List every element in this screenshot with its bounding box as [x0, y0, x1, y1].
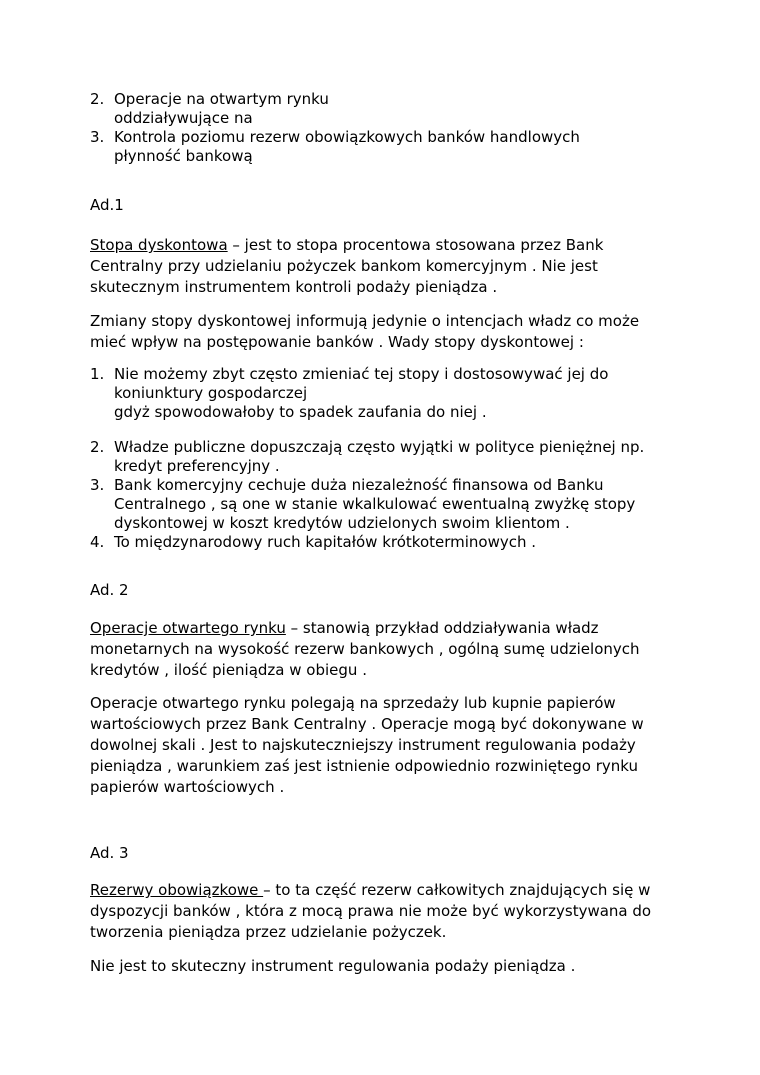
list-text: Nie możemy zbyt często zmieniać tej stopy i dostosowywać jej do	[114, 365, 609, 383]
list-text: oddziaływujące na	[114, 109, 253, 127]
list-number: 2.	[90, 90, 105, 108]
definition-text: – stanowią przykład oddziaływania władz	[285, 619, 599, 637]
list-text: Operacje na otwartym rynku	[114, 90, 329, 108]
paragraph-line: tworzenia pieniądza przez udzielanie pożyczek.	[90, 923, 447, 941]
defined-term: Stopa dyskontowa	[90, 236, 228, 254]
paragraph-line: pieniądza , warunkiem zaś jest istnienie odpowiednio rozwiniętego rynku	[90, 757, 639, 775]
paragraph-line: monetarnych na wysokość rezerw bankowych , ogólną sumę udzielonych	[90, 640, 640, 658]
list-number: 3.	[90, 128, 105, 146]
defined-term: Operacje otwartego rynku	[90, 619, 286, 637]
list-text: płynność bankową	[114, 147, 253, 165]
paragraph	[90, 311, 700, 353]
section-heading-ad1: Ad.1	[90, 196, 124, 214]
list-text: kredyt preferencyjny .	[114, 457, 280, 475]
definition-text: – to ta część rezerw całkowitych znajdujących się w	[263, 881, 651, 899]
definition-paragraph	[90, 618, 700, 681]
paragraph	[90, 693, 700, 798]
document-page	[90, 90, 700, 977]
list-item	[90, 365, 700, 422]
list-number: 1.	[90, 365, 105, 383]
defined-term: Rezerwy obowiązkowe	[90, 881, 264, 899]
list-text: koniunktury gospodarczej	[114, 384, 308, 402]
list-text: To międzynarodowy ruch kapitałów krótkoterminowych .	[114, 533, 537, 551]
definition-paragraph	[90, 235, 700, 298]
paragraph-line: Nie jest to skuteczny instrument regulowania podaży pieniądza .	[90, 957, 576, 975]
paragraph-line: dowolnej skali . Jest to najskuteczniejszy instrument regulowania podaży	[90, 736, 636, 754]
section-heading-ad3: Ad. 3	[90, 844, 129, 862]
paragraph-line: Operacje otwartego rynku polegają na sprzedaży lub kupnie papierów	[90, 694, 616, 712]
list-item	[90, 533, 700, 552]
paragraph-line: kredytów , ilość pieniądza w obiegu .	[90, 661, 367, 679]
paragraph-line: dyspozycji banków , która z mocą prawa nie może być wykorzystywana do	[90, 902, 652, 920]
paragraph-line: Zmiany stopy dyskontowej informują jedynie o intencjach władz co może	[90, 312, 640, 330]
list-item	[90, 438, 700, 476]
list-number: 4.	[90, 533, 105, 551]
list-number: 2.	[90, 438, 105, 456]
paragraph	[90, 956, 700, 977]
paragraph-line: papierów wartościowych .	[90, 778, 285, 796]
paragraph-line: mieć wpływ na postępowanie banków . Wady stopy dyskontowej :	[90, 333, 584, 351]
list-text: gdyż spowodowałoby to spadek zaufania do niej .	[114, 403, 487, 421]
list-text: Bank komercyjny cechuje duża niezależność finansowa od Banku	[114, 476, 604, 494]
list-item	[90, 476, 700, 533]
list-text: dyskontowej w koszt kredytów udzielonych swoim klientom .	[114, 514, 570, 532]
paragraph-line: wartościowych przez Bank Centralny . Operacje mogą być dokonywane w	[90, 715, 644, 733]
definition-text: – jest to stopa procentowa stosowana przez Bank	[227, 236, 604, 254]
section-heading-ad2: Ad. 2	[90, 581, 129, 599]
paragraph-line: Centralny przy udzielaniu pożyczek bankom komercyjnym . Nie jest	[90, 257, 598, 275]
list-item	[90, 90, 700, 128]
list-item	[90, 128, 700, 166]
definition-paragraph	[90, 880, 700, 943]
paragraph-line: skutecznym instrumentem kontroli podaży pieniądza .	[90, 278, 498, 296]
list-text: Kontrola poziomu rezerw obowiązkowych banków handlowych	[114, 128, 580, 146]
list-number: 3.	[90, 476, 105, 494]
list-text: Władze publiczne dopuszczają często wyjątki w polityce pieniężnej np.	[114, 438, 645, 456]
list-text: Centralnego , są one w stanie wkalkulować ewentualną zwyżkę stopy	[114, 495, 636, 513]
